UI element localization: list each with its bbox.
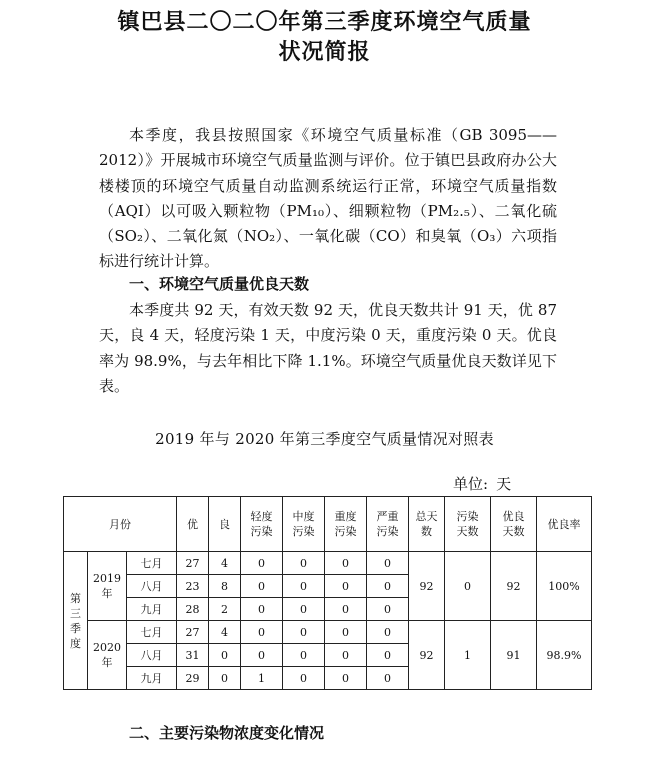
- excellent-days-cell: 28: [177, 598, 209, 621]
- header-moderate-pollution: [283, 497, 325, 552]
- header-line: 总天: [415, 510, 438, 523]
- good-days-cell: 8: [209, 575, 241, 598]
- header-heavy-pollution: [325, 497, 367, 552]
- month-cell: 七月: [127, 621, 177, 644]
- good-days-cell: 0: [209, 644, 241, 667]
- year-suffix: 年: [101, 587, 113, 600]
- header-line: 污染: [334, 525, 357, 538]
- excellent-days-cell: 31: [177, 644, 209, 667]
- intro-paragraph: 本季度，我县按照国家《环境空气质量标准（GB 3095——2012）》开展城市环境空气质量监测与评价。位于镇巴县政府办公大楼楼顶的环境空气质量自动监测系统运行正常，环境空气质量指数（AQI）以可吸入颗粒物（PM₁₀）、细颗粒物（PM₂.₅）、二氧化硫（SO₂）、二氧化氮（NO₂）、一氧化碳（CO）和臭氧（O₃）六项指标进行统计计算。: [99, 126, 557, 271]
- severe-days-cell: 0: [367, 552, 409, 575]
- good-rate-cell: 100%: [537, 552, 592, 621]
- polluted-days-cell: 1: [445, 621, 491, 690]
- table-row: [64, 552, 592, 575]
- severe-days-cell: 0: [367, 644, 409, 667]
- year-number: 2019: [93, 572, 121, 585]
- header-line: 数: [421, 525, 433, 538]
- header-line: 重度: [334, 510, 357, 523]
- moderate-days-cell: 0: [283, 644, 325, 667]
- month-cell: 九月: [127, 598, 177, 621]
- moderate-days-cell: 0: [283, 621, 325, 644]
- severe-days-cell: 0: [367, 598, 409, 621]
- header-line: 污染: [250, 525, 273, 538]
- light-days-cell: 0: [241, 575, 283, 598]
- header-line: 天数: [456, 525, 479, 538]
- header-line: 污染: [376, 525, 399, 538]
- heavy-days-cell: 0: [325, 621, 367, 644]
- total-days-cell: 92: [409, 621, 445, 690]
- header-line: 轻度: [250, 510, 273, 523]
- heavy-days-cell: 0: [325, 598, 367, 621]
- moderate-days-cell: 0: [283, 552, 325, 575]
- good-days-cell: 0: [209, 667, 241, 690]
- good-rate-cell: 98.9%: [537, 621, 592, 690]
- polluted-days-cell: 0: [445, 552, 491, 621]
- moderate-days-cell: 0: [283, 598, 325, 621]
- excellent-days-cell: 27: [177, 621, 209, 644]
- month-cell: 七月: [127, 552, 177, 575]
- header-month: 月份: [64, 497, 177, 552]
- month-cell: 九月: [127, 667, 177, 690]
- light-days-cell: 0: [241, 621, 283, 644]
- quarter-label-cell: [64, 552, 88, 690]
- section-heading-good-days: 一、环境空气质量优良天数: [129, 275, 310, 293]
- quarter-label-char: 第: [70, 591, 81, 605]
- heavy-days-cell: 0: [325, 575, 367, 598]
- severe-days-cell: 0: [367, 621, 409, 644]
- header-severe-pollution: [367, 497, 409, 552]
- header-good-days: [491, 497, 537, 552]
- severe-days-cell: 0: [367, 667, 409, 690]
- excellent-days-cell: 29: [177, 667, 209, 690]
- excellent-days-cell: 23: [177, 575, 209, 598]
- summary-paragraph: 本季度共 92 天，有效天数 92 天，优良天数共计 91 天，优 87 天，良 4 天，轻度污染 1 天，中度污染 0 天，重度污染 0 天。优良率为 98.9%，与去年相比下降 1.1%。环境空气质量优良天数详见下表。: [99, 301, 557, 395]
- good-days-cell: 2: [209, 598, 241, 621]
- header-excellent: 优: [177, 497, 209, 552]
- header-polluted-days: [445, 497, 491, 552]
- total-days-cell: 92: [409, 552, 445, 621]
- excellent-days-cell: 27: [177, 552, 209, 575]
- year-suffix: 年: [101, 656, 113, 669]
- good-days-cell: 4: [209, 552, 241, 575]
- heavy-days-cell: 0: [325, 552, 367, 575]
- moderate-days-cell: 0: [283, 667, 325, 690]
- unit-label: [453, 473, 511, 494]
- header-line: 严重: [376, 510, 399, 523]
- quarter-label-char: 季: [70, 621, 81, 635]
- good-days-cell: 92: [491, 552, 537, 621]
- air-quality-table: [63, 496, 592, 690]
- header-line: 天数: [502, 525, 525, 538]
- quarter-label-char: 度: [70, 636, 81, 650]
- report-title-line-2: 状况简报: [278, 40, 371, 65]
- header-light-pollution: [241, 497, 283, 552]
- header-line: 中度: [292, 510, 315, 523]
- header-good-rate: 优良率: [537, 497, 592, 552]
- light-days-cell: 0: [241, 644, 283, 667]
- moderate-days-cell: 0: [283, 575, 325, 598]
- good-days-cell: 91: [491, 621, 537, 690]
- heavy-days-cell: 0: [325, 667, 367, 690]
- unit-value: 天: [496, 475, 512, 493]
- header-total-days: [409, 497, 445, 552]
- year-cell: [88, 552, 127, 621]
- year-cell: [88, 621, 127, 690]
- table-caption: 2019 年与 2020 年第三季度空气质量情况对照表: [155, 430, 494, 448]
- month-cell: 八月: [127, 575, 177, 598]
- severe-days-cell: 0: [367, 575, 409, 598]
- table-header-row: [64, 497, 592, 552]
- header-good: 良: [209, 497, 241, 552]
- heavy-days-cell: 0: [325, 644, 367, 667]
- good-days-cell: 4: [209, 621, 241, 644]
- month-cell: 八月: [127, 644, 177, 667]
- light-days-cell: 1: [241, 667, 283, 690]
- section-heading-pollutants: 二、主要污染物浓度变化情况: [129, 724, 325, 742]
- report-title-line-1: 镇巴县二〇二〇年第三季度环境空气质量: [117, 10, 532, 35]
- year-number: 2020: [93, 641, 121, 654]
- light-days-cell: 0: [241, 552, 283, 575]
- light-days-cell: 0: [241, 598, 283, 621]
- quarter-label-char: 三: [70, 606, 81, 620]
- header-line: 污染: [456, 510, 479, 523]
- header-line: 污染: [292, 525, 315, 538]
- header-line: 优良: [502, 510, 525, 523]
- table-row: [64, 621, 592, 644]
- unit-label-text: 单位:: [453, 475, 489, 493]
